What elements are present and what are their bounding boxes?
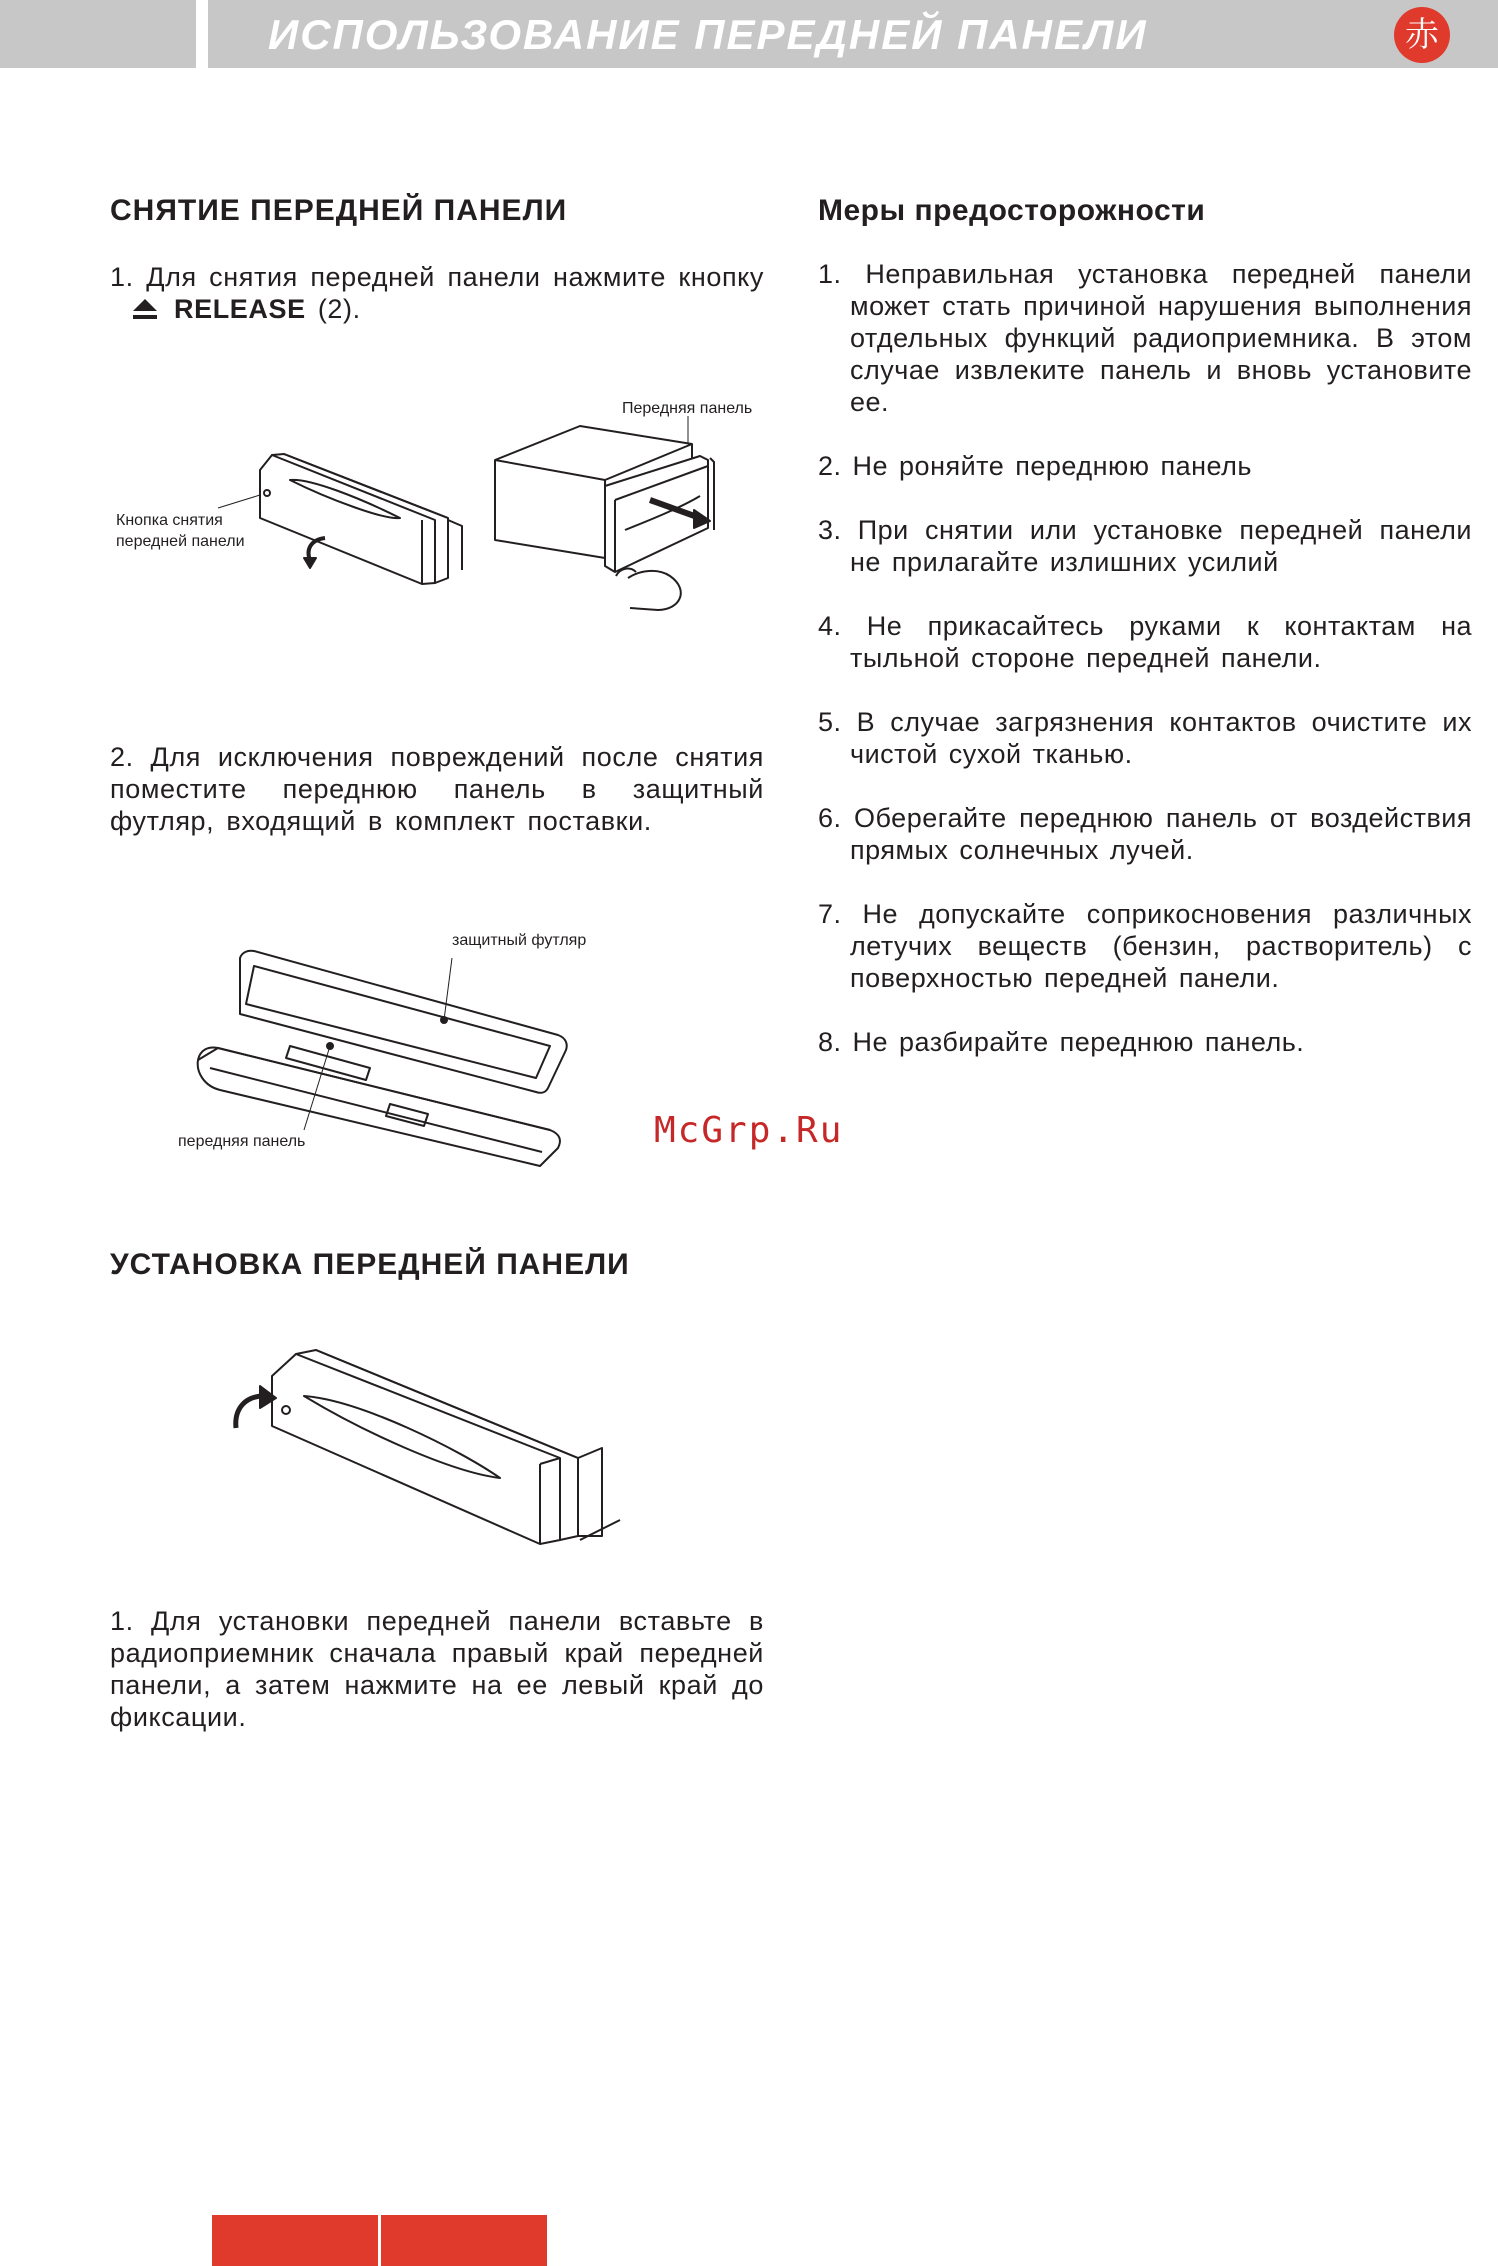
footer-bar-left xyxy=(212,2215,378,2266)
precaution-item: 8. Не разбирайте переднюю панель. xyxy=(818,1027,1305,1057)
eject-icon xyxy=(130,297,160,321)
figure-protective-case xyxy=(170,930,590,1160)
page-title: ИСПОЛЬЗОВАНИЕ ПЕРЕДНЕЙ ПАНЕЛИ xyxy=(268,11,1148,58)
precaution-item: 1. Неправильная установка передней панели может стать причиной нарушения выполнения отдельных функций радиоприемника. В этом случае извлеките панель и вновь установите ее. xyxy=(818,259,1472,417)
precaution-item: 3. При снятии или установке передней панели не прилагайте излишних усилий xyxy=(818,515,1472,577)
header-bar-left xyxy=(0,0,196,68)
brand-logo-icon: 赤 xyxy=(1394,7,1450,63)
precaution-item: 2. Не роняйте переднюю панель xyxy=(818,451,1252,481)
removal-heading: СНЯТИЕ ПЕРЕДНЕЙ ПАНЕЛИ xyxy=(110,194,568,227)
precautions-heading: Меры предосторожности xyxy=(818,194,1206,227)
precautions-list xyxy=(818,258,1472,1090)
watermark: McGrp.Ru xyxy=(654,1110,844,1151)
removal-step-1 xyxy=(110,261,764,325)
caption-release-button-line1: Кнопка снятия xyxy=(116,512,223,529)
release-button-label: RELEASE xyxy=(174,294,306,324)
precaution-item: 6. Оберегайте переднюю панель от воздействия прямых солнечных лучей. xyxy=(818,803,1472,865)
installation-heading: УСТАНОВКА ПЕРЕДНЕЙ ПАНЕЛИ xyxy=(110,1248,630,1281)
precaution-item: 7. Не допускайте соприкосновения различных летучих веществ (бензин, растворитель) с поверхностью передней панели. xyxy=(818,899,1472,993)
removal-step-2: 2. Для исключения повреждений после снятия поместите переднюю панель в защитный футляр, входящий в комплект поставки. xyxy=(110,742,764,836)
footer-bar-right xyxy=(381,2215,547,2266)
caption-release-button-line2: передней панели xyxy=(116,533,245,550)
caption-front-panel: Передняя панель xyxy=(622,400,753,417)
precaution-item: 5. В случае загрязнения контактов очистите их чистой сухой тканью. xyxy=(818,707,1472,769)
installation-step-1: 1. Для установки передней панели вставьте в радиоприемник сначала правый край передней панели, а затем нажмите на ее левый край до фиксации. xyxy=(110,1606,764,1732)
precaution-item: 4. Не прикасайтесь руками к контактам на тыльной стороне передней панели. xyxy=(818,611,1472,673)
caption-front-panel-in-case: передняя панель xyxy=(178,1133,306,1150)
figure-panel-installation xyxy=(220,1340,640,1560)
caption-protective-case: защитный футляр xyxy=(452,932,587,949)
removal-step-1-ref: (2). xyxy=(317,294,361,324)
removal-step-1-text: 1. Для снятия передней панели нажмите кнопку xyxy=(110,262,764,292)
